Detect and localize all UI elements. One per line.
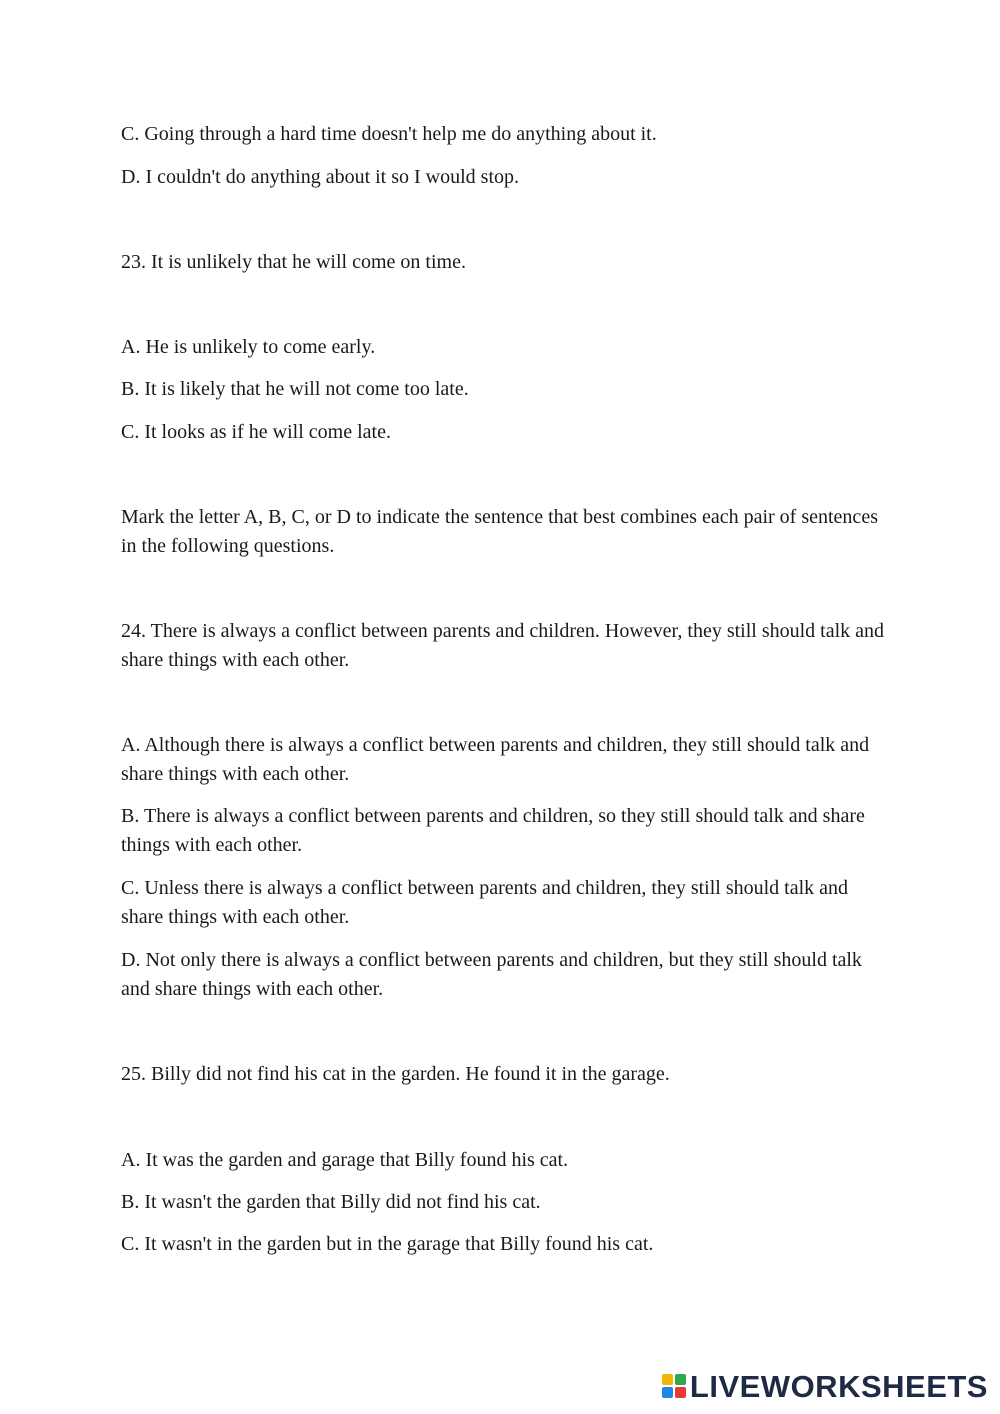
q22-option-c: C. Going through a hard time doesn't help me do anything about it. — [121, 123, 657, 145]
q24-option-b: B. There is always a conflict between parents and children, so they still should talk and share things with each other. — [121, 805, 865, 856]
q24-stem: 24. There is always a conflict between parents and children. However, they still should talk and share things with each other. — [121, 620, 885, 671]
q25-option-b: B. It wasn't the garden that Billy did not find his cat. — [121, 1191, 541, 1213]
liveworksheets-logo-icon — [661, 1373, 687, 1399]
q25-stem: 25. Billy did not find his cat in the garden. He found it in the garage. — [121, 1063, 670, 1085]
liveworksheets-brand — [661, 1366, 988, 1406]
q23-stem: 23. It is unlikely that he will come on time. — [121, 251, 466, 273]
q24-option-c: C. Unless there is always a conflict between parents and children, they still should talk and share things with each other. — [121, 877, 849, 928]
q23-option-a: A. He is unlikely to come early. — [121, 336, 376, 358]
q23-option-c: C. It looks as if he will come late. — [121, 421, 391, 443]
brand-wordmark: LIVEWORKSHEETS — [689, 1368, 988, 1404]
q23-option-b: B. It is likely that he will not come too late. — [121, 378, 469, 400]
q22-option-d: D. I couldn't do anything about it so I would stop. — [121, 166, 520, 188]
q24-option-d: D. Not only there is always a conflict between parents and children, but they still should talk and share things with each other. — [121, 949, 862, 1000]
q25-option-c: C. It wasn't in the garden but in the garage that Billy found his cat. — [121, 1233, 654, 1255]
q25-option-a: A. It was the garden and garage that Billy found his cat. — [121, 1149, 569, 1171]
q24-option-a: A. Although there is always a conflict between parents and children, they still should talk and share things with each other. — [121, 734, 870, 785]
section-instruction: Mark the letter A, B, C, or D to indicate the sentence that best combines each pair of sentences in the following questions. — [121, 506, 878, 557]
